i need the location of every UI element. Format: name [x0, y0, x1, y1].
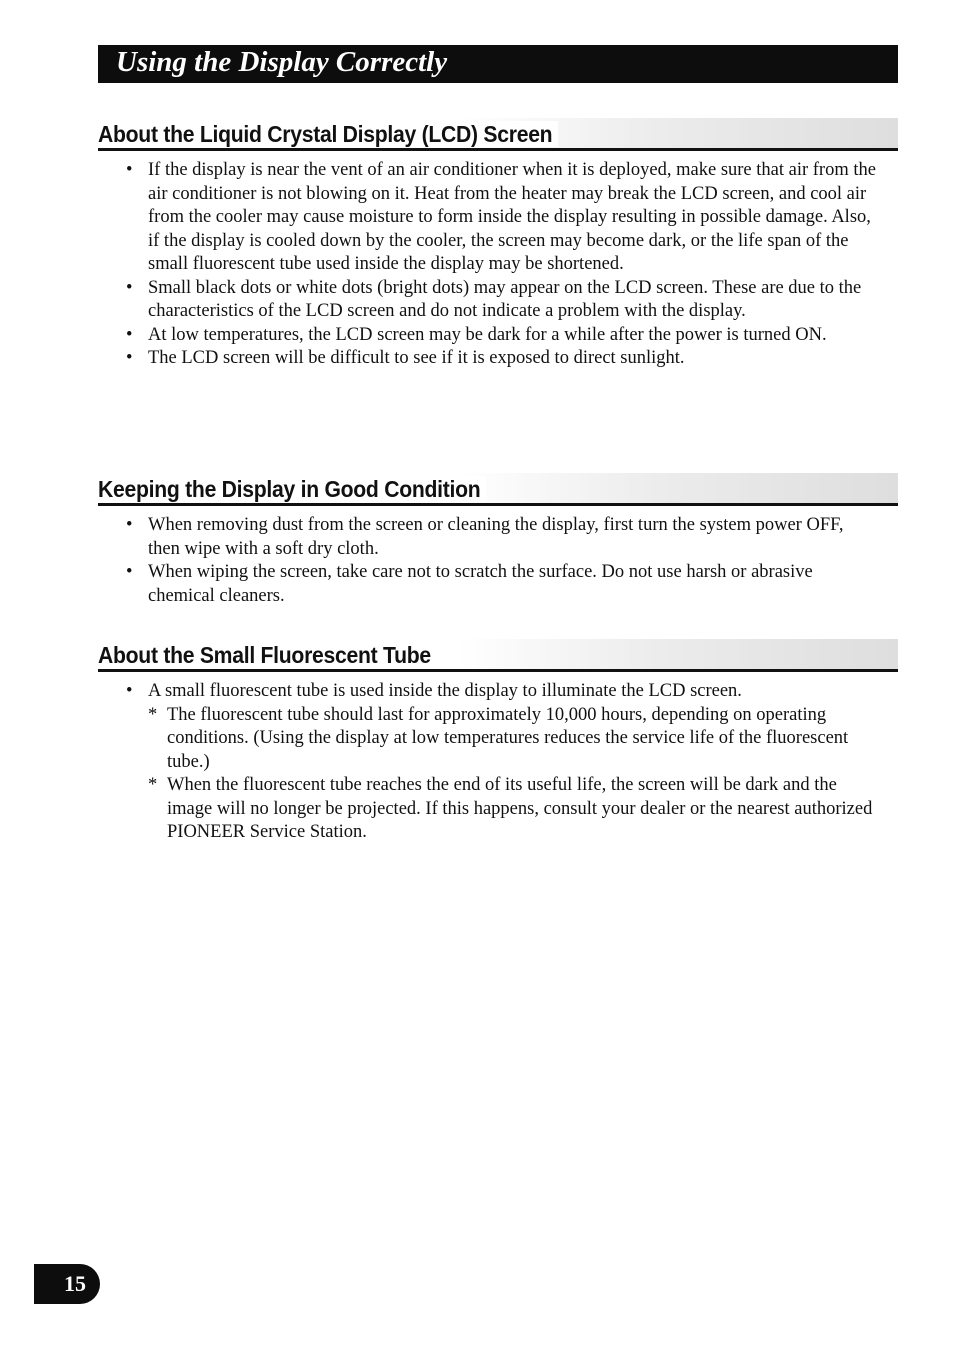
list-item-text: When removing dust from the screen or cleaning the display, first turn the system power OFF, then wipe with a soft dry cloth.	[148, 515, 844, 559]
list-item	[98, 324, 878, 348]
bullet-symbol: •	[126, 348, 133, 368]
list-item	[98, 277, 878, 324]
list-item	[98, 561, 878, 608]
list-item-text: A small fluorescent tube is used inside the display to illuminate the LCD screen.	[148, 681, 742, 701]
bullet-symbol: •	[126, 277, 133, 298]
page-title-bar	[98, 45, 898, 83]
section-heading-text: About the Liquid Crystal Display (LCD) Screen	[98, 121, 558, 147]
page-number: 15	[64, 1271, 86, 1296]
bullet-symbol: •	[126, 562, 133, 582]
list-item-text: If the display is near the vent of an air conditioner when it is deployed, make sure that air from the air conditioner is not blowing on it. Heat from the heater may break the LCD screen, and cool air from the cooler may cause moisture to form inside the display resulting in possible damage. Also, if the display is cooled down by the cooler, the screen may become dark, or the life span of the small fluorescent tube used inside the display may be shortened.	[148, 160, 876, 274]
list-item	[98, 159, 878, 277]
section-heading	[98, 118, 898, 151]
section-fluorescent-tube	[98, 639, 898, 845]
bullet-list	[98, 514, 898, 608]
note-text: The fluorescent tube should last for approximately 10,000 hours, depending on operating conditions. (Using the display at low temperatures reduces the service life of the fluorescent tube.)	[167, 704, 849, 772]
note-item	[148, 774, 878, 845]
bullet-symbol: •	[126, 515, 133, 535]
section-good-condition	[98, 473, 898, 608]
note-item	[148, 704, 878, 775]
list-item-text: When wiping the screen, take care not to scratch the surface. Do not use harsh or abrasive chemical cleaners.	[148, 562, 813, 606]
list-item-text: The LCD screen will be difficult to see if it is exposed to direct sunlight.	[148, 348, 685, 368]
note-text: When the fluorescent tube reaches the end of its useful life, the screen will be dark and the image will no longer be projected. If this happens, consult your dealer or the nearest authorized PIONEER Service Station.	[167, 775, 873, 842]
note-symbol: *	[148, 704, 158, 725]
bullet-list	[98, 159, 898, 371]
list-item	[98, 680, 878, 845]
list-item-text: At low temperatures, the LCD screen may be dark for a while after the power is turned ON.	[148, 324, 827, 345]
list-item	[98, 347, 878, 371]
list-item-text: Small black dots or white dots (bright dots) may appear on the LCD screen. These are due to the characteristics of the LCD screen and do not indicate a problem with the display.	[148, 277, 862, 321]
section-lcd-screen	[98, 118, 898, 371]
section-heading	[98, 473, 898, 506]
section-heading	[98, 639, 898, 672]
section-heading-text: Keeping the Display in Good Condition	[98, 476, 486, 502]
bullet-symbol: •	[126, 324, 133, 345]
bullet-symbol: •	[126, 681, 133, 701]
bullet-symbol: •	[126, 160, 133, 180]
bullet-list	[98, 680, 898, 845]
section-heading-text: About the Small Fluorescent Tube	[98, 642, 436, 668]
list-item	[98, 514, 878, 561]
note-symbol: *	[148, 775, 158, 795]
page-number-badge	[34, 1264, 100, 1304]
page-title: Using the Display Correctly	[116, 46, 448, 78]
